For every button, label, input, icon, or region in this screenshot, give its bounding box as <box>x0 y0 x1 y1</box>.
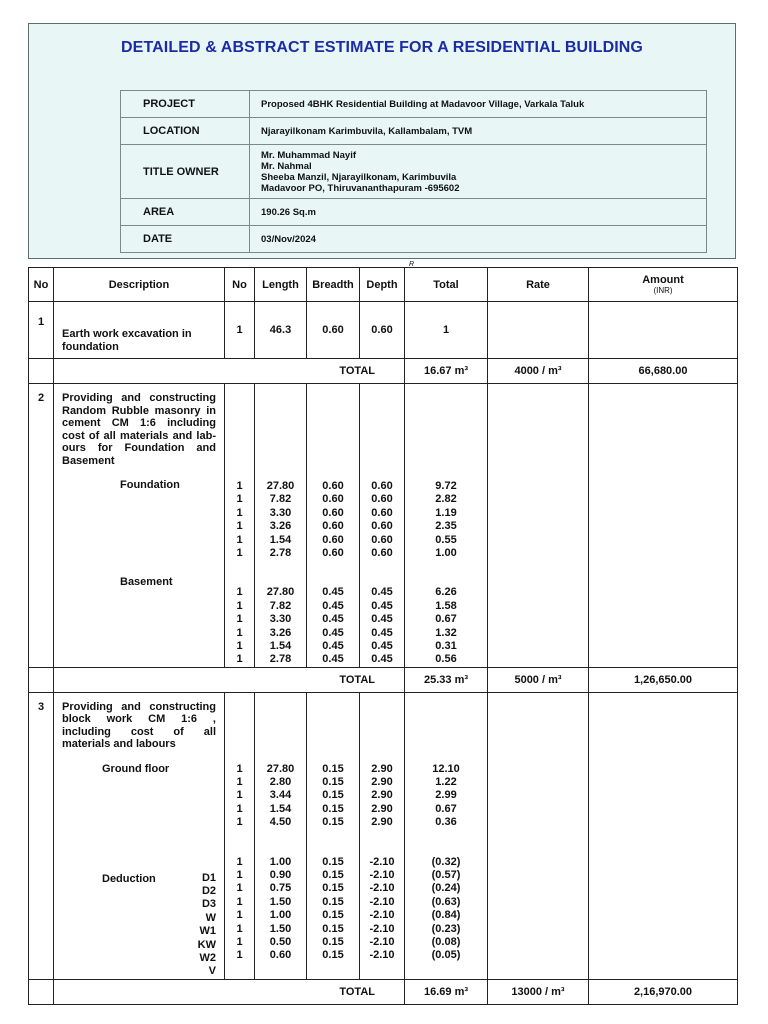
row-b: 0.45 <box>322 639 344 652</box>
total-amount: 66,680.00 <box>589 359 738 384</box>
row-d: 0.45 <box>371 626 393 639</box>
item-description <box>54 384 225 668</box>
info-value: 190.26 Sq.m <box>250 199 707 226</box>
row-t: 1.58 <box>435 599 457 612</box>
deduction-code <box>62 815 216 828</box>
item-qty: 1 <box>225 302 255 359</box>
row-n: 1 <box>236 855 243 868</box>
deduction-code <box>62 616 216 629</box>
row-n: 1 <box>236 493 243 506</box>
item-description-text: Earth work excavation in foundation <box>62 328 192 353</box>
breadth-column <box>307 692 360 979</box>
col-header-depth: Depth <box>360 268 405 302</box>
row-l: 2.78 <box>269 653 292 666</box>
total-label: TOTAL <box>54 667 405 692</box>
row-n: 1 <box>236 935 243 948</box>
row-l: 1.00 <box>269 855 292 868</box>
deduction-code <box>62 629 216 642</box>
row-b: 0.15 <box>322 855 344 868</box>
amount-unit: (INR) <box>653 286 673 295</box>
deduction-code: W <box>205 911 216 924</box>
length-column <box>255 692 307 979</box>
length-column <box>255 384 307 668</box>
row-n: 1 <box>236 802 243 815</box>
row-b: 0.15 <box>322 776 344 789</box>
deduction-code: V <box>208 965 216 978</box>
row-d: 2.90 <box>371 776 393 789</box>
row-l: 1.54 <box>269 533 292 546</box>
row-d: 2.90 <box>371 762 393 775</box>
row-b: 0.15 <box>322 762 344 775</box>
row-n: 1 <box>236 895 243 908</box>
row-t: 0.31 <box>435 639 457 652</box>
row-n: 1 <box>236 776 243 789</box>
row-b: 0.15 <box>322 895 344 908</box>
empty-cell <box>488 302 589 359</box>
row-n: 1 <box>236 613 243 626</box>
row-t: (0.32) <box>431 855 461 868</box>
row-b: 0.60 <box>322 480 344 492</box>
group-label-text: Basement <box>120 576 173 589</box>
row-n: 1 <box>236 816 243 829</box>
item-no: 3 <box>29 692 54 979</box>
header-panel <box>28 23 736 268</box>
row-d: -2.10 <box>369 922 395 935</box>
row-d: -2.10 <box>369 935 395 948</box>
row-l: 0.75 <box>269 882 292 895</box>
total-label: TOTAL <box>54 359 405 384</box>
depth-column <box>360 384 405 668</box>
row-d: -2.10 <box>369 949 395 962</box>
item-row <box>29 384 738 668</box>
total-row <box>29 667 738 692</box>
row-d: 2.90 <box>371 789 393 802</box>
row-l: 1.00 <box>269 909 292 922</box>
row-b: 0.15 <box>322 789 344 802</box>
info-key: AREA <box>121 199 250 226</box>
row-t: (0.23) <box>431 922 461 935</box>
row-n: 1 <box>236 639 243 652</box>
row-l: 27.80 <box>266 480 295 492</box>
info-value <box>250 145 707 199</box>
deduction-code: W1 <box>199 925 216 938</box>
col-header-breadth: Breadth <box>307 268 360 302</box>
row-t: (0.84) <box>431 909 461 922</box>
row-t: 12.10 <box>432 762 460 775</box>
info-row-area <box>121 199 707 226</box>
table-header-row <box>29 268 738 302</box>
row-l: 1.54 <box>269 802 292 815</box>
deduction-codes <box>62 872 216 979</box>
owner-line: Mr. Muhammad Nayif <box>261 149 357 161</box>
row-n: 1 <box>236 599 243 612</box>
col-header-length: Length <box>255 268 307 302</box>
row-d: 0.45 <box>371 586 393 599</box>
row-t: 1.22 <box>435 776 457 789</box>
item-description <box>54 692 225 979</box>
info-key: TITLE OWNER <box>121 145 250 199</box>
item-row <box>29 302 738 359</box>
info-value: Njarayilkonam Karimbuvila, Kallambalam, TVM <box>250 118 707 145</box>
info-key: LOCATION <box>121 118 250 145</box>
row-b: 0.60 <box>322 493 344 506</box>
row-n: 1 <box>236 869 243 882</box>
row-t: 2.35 <box>435 520 457 533</box>
empty-cell <box>488 384 589 668</box>
item-row <box>29 692 738 979</box>
row-n: 1 <box>236 762 243 775</box>
deduction-code <box>62 642 216 655</box>
item-description <box>54 302 225 359</box>
info-value: 03/Nov/2024 <box>250 226 707 253</box>
qty-column <box>225 692 255 979</box>
deduction-code <box>62 518 216 531</box>
deduction-code <box>62 532 216 545</box>
owner-line: Madavoor PO, Thiruvananthapuram -695602 <box>261 182 460 194</box>
total-column <box>405 692 488 979</box>
total-value: 16.69 m³ <box>405 979 488 1004</box>
row-b: 0.15 <box>322 882 344 895</box>
row-d: 2.90 <box>371 802 393 815</box>
row-n: 1 <box>236 480 243 492</box>
row-d: 0.60 <box>371 493 393 506</box>
row-d: -2.10 <box>369 869 395 882</box>
row-b: 0.45 <box>322 599 344 612</box>
empty-cell <box>589 692 738 979</box>
info-value: Proposed 4BHK Residential Building at Madavoor Village, Varkala Taluk <box>250 91 707 118</box>
row-t: 0.55 <box>435 533 457 546</box>
col-header-no: No <box>29 268 54 302</box>
row-b: 0.15 <box>322 949 344 962</box>
total-amount: 2,16,970.00 <box>589 979 738 1004</box>
row-d: 0.45 <box>371 599 393 612</box>
row-d: -2.10 <box>369 909 395 922</box>
row-t: 6.26 <box>435 586 457 599</box>
row-n: 1 <box>236 653 243 666</box>
row-t: 1.00 <box>435 546 457 559</box>
empty-cell <box>29 359 54 384</box>
owner-line: Sheeba Manzil, Njarayilkonam, Karimbuvila <box>261 171 457 183</box>
row-n: 1 <box>236 626 243 639</box>
row-t: 2.99 <box>435 789 457 802</box>
group-label-text: Foundation <box>120 479 180 491</box>
row-b: 0.45 <box>322 653 344 666</box>
deduction-code <box>62 788 216 801</box>
info-row-location <box>121 118 707 145</box>
deduction-code <box>62 802 216 815</box>
total-rate: 5000 / m³ <box>488 667 589 692</box>
info-row-project <box>121 91 707 118</box>
col-header-qty: No <box>225 268 255 302</box>
deduction-code: D2 <box>201 885 216 898</box>
row-d: 0.60 <box>371 533 393 546</box>
row-d: 0.45 <box>371 653 393 666</box>
deduction-code: KW <box>197 938 216 951</box>
row-l: 3.26 <box>269 520 292 533</box>
qty-column <box>225 384 255 668</box>
row-d: 2.90 <box>371 816 393 829</box>
row-l: 7.82 <box>269 493 292 506</box>
row-d: 0.45 <box>371 613 393 626</box>
total-rate: 4000 / m³ <box>488 359 589 384</box>
deduction-code: D1 <box>201 871 216 884</box>
row-t: 1.19 <box>435 506 457 519</box>
empty-cell <box>29 979 54 1004</box>
col-header-amount <box>589 268 738 302</box>
row-b: 0.60 <box>322 520 344 533</box>
breadth-column <box>307 384 360 668</box>
row-t: 0.36 <box>435 816 457 829</box>
info-key: DATE <box>121 226 250 253</box>
row-b: 0.45 <box>322 613 344 626</box>
row-l: 3.26 <box>269 626 292 639</box>
project-info-table <box>120 90 707 253</box>
row-l: 4.50 <box>269 816 292 829</box>
row-l: 3.44 <box>269 789 292 802</box>
row-n: 1 <box>236 520 243 533</box>
deduction-code <box>62 545 216 558</box>
item-total: 1 <box>405 302 488 359</box>
item-description-text: Providing and constructing Random Rubble masonry in cement CM 1:6 including cost of all materials and lab- ours for Foundation and Basement <box>62 392 216 467</box>
col-header-total: Total <box>405 268 488 302</box>
row-l: 2.78 <box>269 546 292 559</box>
group-label-text: Deduction <box>102 872 156 885</box>
row-t: 1.32 <box>435 626 457 639</box>
col-header-description: Description <box>54 268 225 302</box>
row-n: 1 <box>236 586 243 599</box>
owner-line: Mr. Nahmal <box>261 160 312 172</box>
info-key: PROJECT <box>121 91 250 118</box>
deduction-code: D3 <box>201 898 216 911</box>
row-n: 1 <box>236 909 243 922</box>
total-value: 16.67 m³ <box>405 359 488 384</box>
row-l: 3.30 <box>269 613 292 626</box>
item-length: 46.3 <box>255 302 307 359</box>
item-description-text: Providing and constructing block work CM 1:6 , including cost of all materials and labours <box>62 700 216 751</box>
total-rate: 13000 / m³ <box>488 979 589 1004</box>
row-l: 27.80 <box>266 762 295 775</box>
deduction-code <box>62 775 216 788</box>
row-d: -2.10 <box>369 895 395 908</box>
row-b: 0.60 <box>322 533 344 546</box>
row-l: 1.50 <box>269 922 292 935</box>
row-n: 1 <box>236 922 243 935</box>
total-label: TOTAL <box>54 979 405 1004</box>
row-t: 2.82 <box>435 493 457 506</box>
info-row-owner <box>121 145 707 199</box>
row-l: 27.80 <box>266 586 295 599</box>
row-d: 0.60 <box>371 520 393 533</box>
total-amount: 1,26,650.00 <box>589 667 738 692</box>
row-t: (0.57) <box>431 869 461 882</box>
page-title: DETAILED & ABSTRACT ESTIMATE FOR A RESIDENTIAL BUILDING <box>121 39 643 56</box>
row-n: 1 <box>236 949 243 962</box>
group-label-text: Ground floor <box>102 762 170 775</box>
row-n: 1 <box>236 506 243 519</box>
col-header-rate: Rate <box>488 268 589 302</box>
row-d: -2.10 <box>369 882 395 895</box>
item-no: 1 <box>29 302 54 359</box>
estimate-table <box>28 267 738 1005</box>
row-b: 0.15 <box>322 802 344 815</box>
row-l: 0.60 <box>269 949 292 962</box>
item-breadth: 0.60 <box>307 302 360 359</box>
item-depth: 0.60 <box>360 302 405 359</box>
row-b: 0.60 <box>322 546 344 559</box>
row-b: 0.15 <box>322 935 344 948</box>
amount-label: Amount <box>642 274 684 286</box>
total-value: 25.33 m³ <box>405 667 488 692</box>
row-l: 0.50 <box>269 935 292 948</box>
row-l: 1.54 <box>269 639 292 652</box>
row-l: 3.30 <box>269 506 292 519</box>
empty-cell <box>589 384 738 668</box>
row-b: 0.15 <box>322 816 344 829</box>
row-b: 0.60 <box>322 506 344 519</box>
deduction-code <box>62 505 216 518</box>
row-d: 0.60 <box>371 480 393 492</box>
total-row <box>29 359 738 384</box>
row-b: 0.15 <box>322 869 344 882</box>
row-d: 0.60 <box>371 546 393 559</box>
row-l: 0.90 <box>269 869 292 882</box>
empty-cell <box>589 302 738 359</box>
row-n: 1 <box>236 789 243 802</box>
row-t: 9.72 <box>435 480 457 492</box>
deduction-code <box>62 589 216 602</box>
mark-letter: R <box>409 261 415 268</box>
row-b: 0.15 <box>322 909 344 922</box>
row-l: 1.50 <box>269 895 292 908</box>
row-n: 1 <box>236 882 243 895</box>
empty-cell <box>488 692 589 979</box>
deduction-code: W2 <box>199 951 216 964</box>
total-row <box>29 979 738 1004</box>
row-t: (0.05) <box>431 949 461 962</box>
row-n: 1 <box>236 533 243 546</box>
row-d: 0.60 <box>371 506 393 519</box>
row-d: -2.10 <box>369 855 395 868</box>
item-no: 2 <box>29 384 54 668</box>
row-b: 0.45 <box>322 626 344 639</box>
empty-cell <box>29 667 54 692</box>
info-row-date <box>121 226 707 253</box>
row-t: 0.67 <box>435 802 457 815</box>
row-t: 0.67 <box>435 613 457 626</box>
row-l: 7.82 <box>269 599 292 612</box>
row-t: (0.08) <box>431 935 461 948</box>
row-t: 0.56 <box>435 653 457 666</box>
total-column <box>405 384 488 668</box>
row-b: 0.15 <box>322 922 344 935</box>
row-t: (0.24) <box>431 882 461 895</box>
row-d: 0.45 <box>371 639 393 652</box>
depth-column <box>360 692 405 979</box>
row-n: 1 <box>236 546 243 559</box>
row-t: (0.63) <box>431 895 461 908</box>
deduction-code <box>62 602 216 615</box>
deduction-code <box>62 491 216 504</box>
row-b: 0.45 <box>322 586 344 599</box>
row-l: 2.80 <box>269 776 292 789</box>
